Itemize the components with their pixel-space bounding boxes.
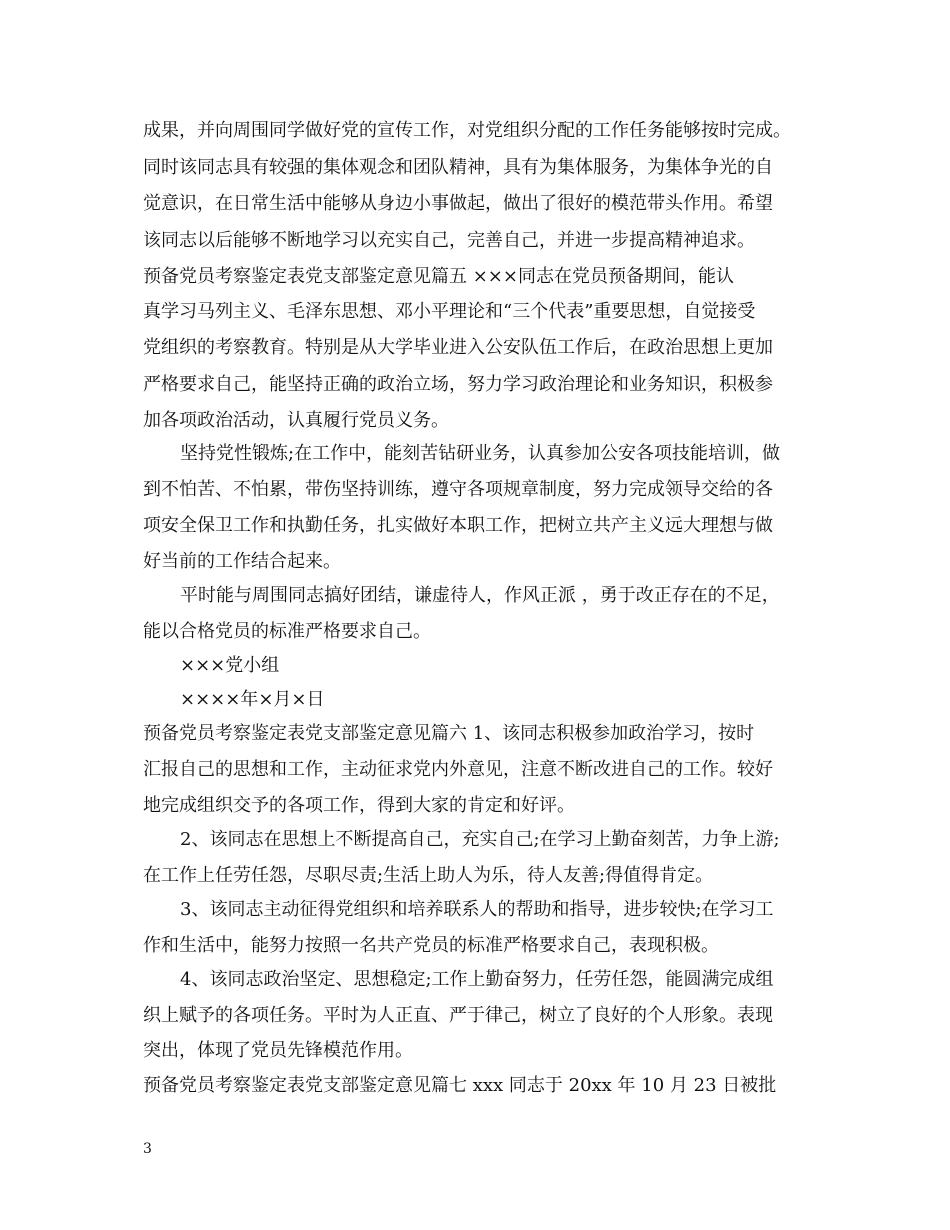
text-line: 平时能与周围同志搞好团结，谦虚待人，作风正派 ，勇于改正存在的不足，: [180, 585, 780, 606]
page-number: 3: [143, 1141, 152, 1157]
text-line: 4、该同志政治坚定、思想稳定;工作上勤奋努力，任劳任怨，能圆满完成组: [180, 969, 774, 990]
text-line: 在工作上任劳任怨，尽职尽责;生活上助人为乐，待人友善;得值得肯定。: [143, 865, 714, 886]
text-line: 坚持党性锻炼;在工作中，能刻苦钻研业务，认真参加公安各项技能培训，做: [180, 443, 781, 464]
text-line: 同时该同志具有较强的集体观念和团队精神，具有为集体服务，为集体争光的自: [143, 157, 773, 178]
text-line: 该同志以后能够不断地学习以充实自己，完善自己，并进一步提高精神追求。: [143, 230, 755, 251]
text-line: 突出，体现了党员先锋模范作用。: [143, 1040, 413, 1061]
text-line: 地完成组织交予的各项工作，得到大家的肯定和好评。: [143, 795, 575, 816]
text-line: 到不怕苦、不怕累，带伤坚持训练，遵守各项规章制度，努力完成领导交给的各: [143, 479, 773, 500]
text-line: 成果，并向周围同学做好党的宣传工作，对党组织分配的工作任务能够按时完成。: [143, 120, 791, 141]
text-line: 项安全保卫工作和执勤任务，扎实做好本职工作，把树立共产主义远大理想与做: [143, 515, 773, 536]
text-line: 织上赋予的各项任务。平时为人正直、严于律己，树立了良好的个人形象。表现: [143, 1005, 773, 1026]
date-line: ××××年×月×日: [180, 689, 325, 710]
text-line: 作和生活中，能努力按照一名共产党员的标准严格要求自己，表现积极。: [143, 935, 719, 956]
text-line: 真学习马列主义、毛泽东思想、邓小平理论和“三个代表”重要思想，自觉接受: [143, 301, 756, 322]
text-line: 能以合格党员的标准严格要求自己。: [143, 621, 431, 642]
text-line: 2、该同志在思想上不断提高自己，充实自己;在学习上勤奋刻苦，力争上游;: [180, 829, 780, 850]
text-line: 觉意识，在日常生活中能够从身边小事做起，做出了很好的模范带头作用。希望: [143, 193, 773, 214]
text-line: 预备党员考察鉴定表党支部鉴定意见篇六 1、该同志积极参加政治学习，按时: [143, 723, 755, 744]
text-line: 党组织的考察教育。特别是从大学毕业进入公安队伍工作后，在政治思想上更加: [143, 337, 773, 358]
text-line: 3、该同志主动征得党组织和培养联系人的帮助和指导，进步较快;在学习工: [180, 899, 774, 920]
signature-line: ×××党小组: [180, 655, 280, 676]
text-line: 好当前的工作结合起来。: [143, 551, 341, 572]
text-line: 加各项政治活动，认真履行党员义务。: [143, 410, 449, 431]
text-line: 预备党员考察鉴定表党支部鉴定意见篇七 xxx 同志于 20xx 年 10 月 23 日被批: [143, 1075, 777, 1096]
text-line: 预备党员考察鉴定表党支部鉴定意见篇五 ×××同志在党员预备期间，能认: [143, 266, 734, 287]
text-line: 严格要求自己，能坚持正确的政治立场，努力学习政治理论和业务知识，积极参: [143, 374, 773, 395]
text-line: 汇报自己的思想和工作，主动征求党内外意见，注意不断改进自己的工作。较好: [143, 759, 773, 780]
